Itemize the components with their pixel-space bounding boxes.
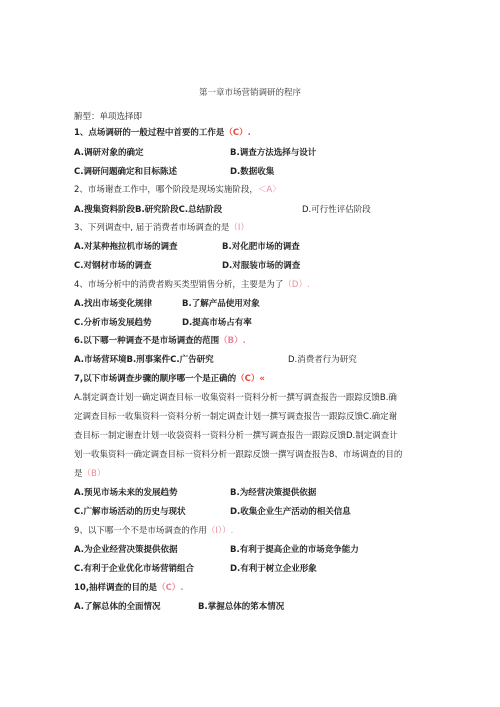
question-8-answer: （B）: [82, 469, 106, 479]
q3-option-d: D.对服装市场的调查: [222, 261, 301, 271]
q2-options-abc: A.搜集资料阶段B.研究阶段C.总结阶段: [74, 205, 223, 215]
question-6: [74, 336, 246, 347]
question-10-answer: （C）.: [157, 583, 184, 593]
question-2-answer: ＜A〉: [257, 185, 281, 195]
question-9-stem: 9、以下哪一个不是市场调查的作用: [74, 526, 207, 536]
q3-option-c: C.对钢材市场的调查: [74, 261, 152, 271]
question-1-stem: 1、点场调研的一般过程中首要的工作是: [74, 128, 225, 138]
q7-paragraph-line-1: A.制定调查计划一确定调查目标一收集资料一资料分析一撰写调查报告一跟踪反馈B.确: [74, 393, 397, 403]
question-type-line: 腑型：单项选择即: [74, 112, 143, 122]
question-2: [74, 185, 281, 196]
question-4-answer: （D）.: [283, 280, 310, 290]
q4-option-c: C.分析市场发展趋势: [74, 318, 152, 328]
question-10-stem: 10,抽样调查的目的是: [74, 583, 158, 593]
q10-option-b: B.掌握总体的笫本情况: [198, 602, 285, 612]
q8-stem-tail: 是: [74, 469, 83, 479]
q8-option-d: D.收集企业生产活动的相关信息: [230, 507, 351, 517]
question-6-answer: （B）.: [219, 336, 246, 346]
q1-option-b: B.调查方法选择与设计: [230, 148, 317, 158]
q9-option-b: B.有利于提高企业的市场竞争能力: [230, 545, 359, 555]
question-4-stem: 4、市场分析中的消费者购买类型销售分析，主要是为了: [74, 280, 284, 290]
q2-option-d: D.可行性评估阶段: [302, 205, 371, 215]
q6-option-d: D.消费者行为研究: [288, 355, 357, 365]
q8-stem-end: [74, 469, 105, 480]
question-7: [74, 374, 265, 385]
q1-option-d: D.数据收集: [230, 167, 275, 177]
q8-option-c: C.广解市场活动的历史与现状: [74, 507, 186, 517]
question-3-answer: （I）: [229, 223, 249, 233]
question-9: [74, 526, 233, 537]
question-1: [74, 128, 251, 139]
q1-option-c: C.调研问题确定和目标陈述: [74, 167, 177, 177]
question-3: [74, 223, 249, 234]
q1-option-a: A.调研对象的确定: [74, 148, 144, 158]
question-7-answer: （C）«: [236, 374, 265, 384]
q9-option-a: A.为企业经营决策提供依据: [74, 545, 178, 555]
q4-option-d: D.提高市场占有率: [182, 318, 252, 328]
q3-option-b: B.对化肥市场的调查: [222, 242, 300, 252]
question-1-answer: （C）.: [224, 128, 251, 138]
question-4: [74, 280, 310, 291]
q10-option-a: A.了解总体的全面情况: [74, 602, 161, 612]
q8-option-a: A.预见市场未来的发展趋势: [74, 488, 178, 498]
q9-option-d: D.有利于树立企业形象: [230, 564, 317, 574]
q7-paragraph-line-4: 划一收集资料一确定调查目标一资料分析一跟踪反馈一撰写调查报告8、市场调查的目的: [74, 450, 403, 460]
page-title: 第一章市场营销调研的程序: [198, 88, 301, 98]
q7-paragraph-line-3: 查目标一制定谢査计划一收袋资料一资料分析一撰写调查报告一跟踪反馈D.制定调查计: [74, 431, 398, 441]
question-6-stem: 6.以下哪一种调查不是市场调查的范围: [74, 336, 220, 346]
q6-options-abc: A.市场营环境B.刑事案件C.广告研究: [74, 355, 214, 365]
q4-option-a: A.找出市场变化规律: [74, 299, 152, 309]
q4-option-b: B.了解产品使用对象: [182, 299, 260, 309]
q7-paragraph-line-2: 定调查目标一收集资料一资料分析一制定调查计划一撰写调查报告一跟踪反馈C.确定谢: [74, 412, 398, 422]
question-7-stem: 7,以下市场调查步骤的顺序哪一个是正确的: [74, 374, 237, 384]
q9-option-c: C.有利于企业优化市场营销组合: [74, 564, 194, 574]
question-2-stem: 2、市场谢查工作中，哪个阶段是现场实施阶段，: [74, 185, 258, 195]
q3-option-a: A.对某种拖拉机市场的调査: [74, 242, 178, 252]
question-9-answer: （I））.: [206, 526, 234, 536]
question-10: [74, 583, 184, 594]
q8-option-b: B.为经营决策提供依据: [230, 488, 317, 498]
question-3-stem: 3、下列调查中, 届于消费者市场调查的是: [74, 223, 230, 233]
